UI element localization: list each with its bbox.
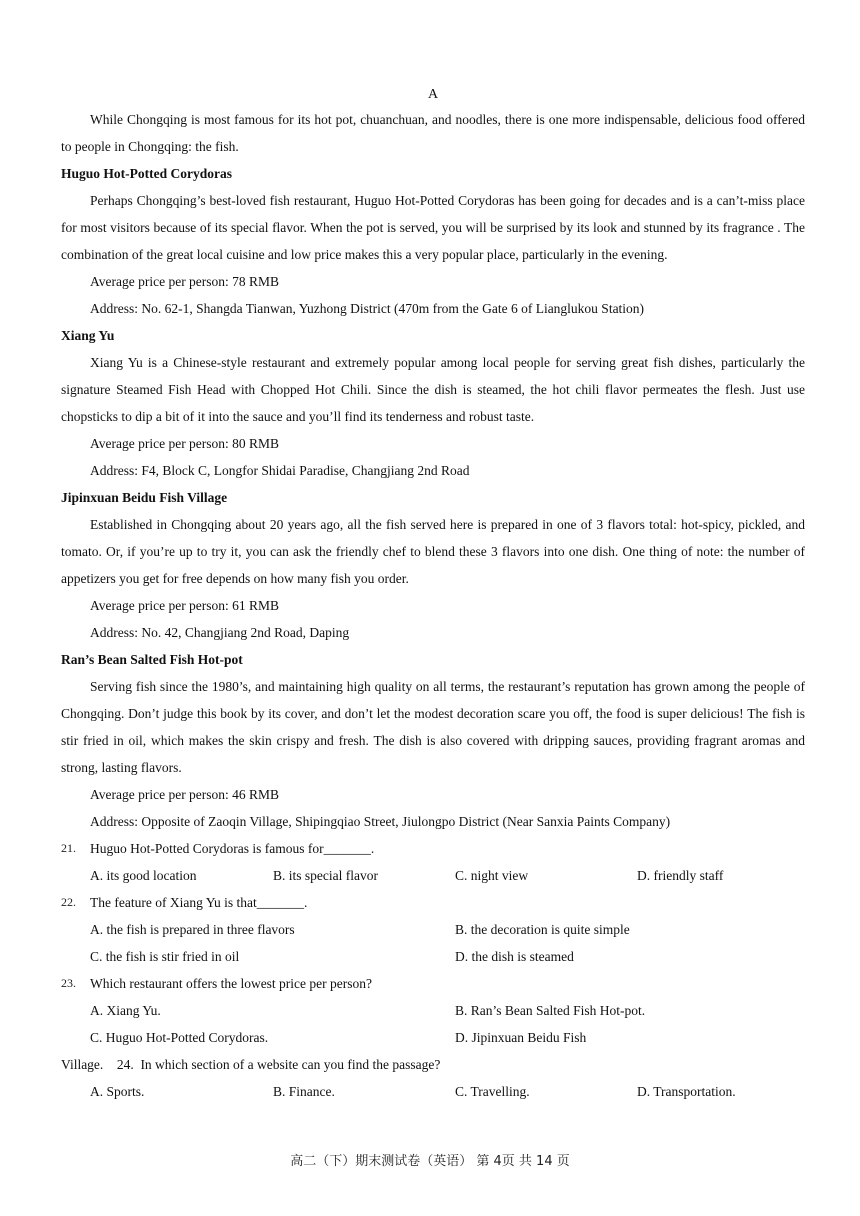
option-d: D. Jipinxuan Beidu Fish	[455, 1030, 587, 1045]
restaurant-description-rans: Serving fish since the 1980’s, and maintaining high quality on all terms, the restaurant’s reputation has grown among the people of Chongqing. Don’t judge this book by its cover, and don’t let the modest decoration scare you off, the food is super delicious! The fish is stir fried in oil, which makes the skin crispy and fresh. The dish is also covered with dripping sauces, providing fragrant aromas and strong, lasting flavors.	[61, 679, 805, 775]
option-b: B. the decoration is quite simple	[455, 922, 630, 937]
restaurant-address-xiangyu: Address: F4, Block C, Longfor Shidai Paradise, Changjiang 2nd Road	[90, 463, 470, 478]
option-a: A. Xiang Yu.	[90, 1003, 161, 1018]
option-b: B. Ran’s Bean Salted Fish Hot-pot.	[455, 1003, 646, 1018]
option-c: C. the fish is stir fried in oil	[90, 949, 240, 964]
option-a: A. its good location	[90, 868, 197, 883]
question-stem: In which section of a website can you find the passage?	[140, 1057, 441, 1072]
restaurant-heading-jipinxuan: Jipinxuan Beidu Fish Village	[61, 490, 228, 505]
option-d: D. the dish is steamed	[455, 949, 574, 964]
question-22	[61, 889, 805, 916]
restaurant-heading-huguo: Huguo Hot-Potted Corydoras	[61, 166, 232, 181]
question-21-options	[61, 862, 805, 889]
question-23-options-row-1	[61, 997, 805, 1024]
restaurant-address-jipinxuan: Address: No. 42, Changjiang 2nd Road, Daping	[90, 625, 350, 640]
option-c: C. Huguo Hot-Potted Corydoras.	[90, 1030, 269, 1045]
question-24	[61, 1051, 805, 1078]
restaurant-description-huguo: Perhaps Chongqing’s best-loved fish restaurant, Huguo Hot-Potted Corydoras has been going for decades and is a can’t-miss place for most visitors because of its special flavor. When the pot is served, you will be surprised by its look and stunned by its fragrance . The combination of the great local cuisine and low price makes this a very popular place, particularly in the evening.	[61, 193, 805, 262]
option-b: B. its special flavor	[273, 868, 378, 883]
restaurant-price-rans: Average price per person: 46 RMB	[90, 787, 280, 802]
page-footer: 高二（下）期末测试卷（英语） 第 4页 共 14 页	[290, 1154, 570, 1169]
option-a: A. the fish is prepared in three flavors	[90, 922, 295, 937]
question-stem: The feature of Xiang Yu is that_______.	[90, 895, 308, 910]
question-number: 24.	[116, 1057, 134, 1072]
question-22-options-row-2	[61, 943, 805, 970]
question-21	[61, 835, 805, 862]
option-d: D. Transportation.	[637, 1084, 736, 1099]
restaurant-price-jipinxuan: Average price per person: 61 RMB	[90, 598, 280, 613]
restaurant-description-jipinxuan: Established in Chongqing about 20 years ago, all the fish served here is prepared in one of 3 flavors total: hot-spicy, pickled, and tomato. Or, if you’re up to try it, you can ask the friendly chef to blend these 3 flavors into one dish. One thing of note: the number of appetizers you get for free depends on how many fish you order.	[61, 517, 805, 586]
option-d: D. friendly staff	[637, 868, 724, 883]
section-letter: A	[427, 87, 439, 102]
restaurant-address-rans: Address: Opposite of Zaoqin Village, Shipingqiao Street, Jiulongpo District (Near Sanxia Paints Company)	[90, 814, 671, 829]
question-24-options	[61, 1078, 805, 1105]
restaurant-heading-rans: Ran’s Bean Salted Fish Hot-pot	[61, 652, 243, 667]
restaurant-description-xiangyu: Xiang Yu is a Chinese-style restaurant and extremely popular among local people for serving great fish dishes, particularly the signature Steamed Fish Head with Chopped Hot Chili. Since the dish is steamed, the hot chili flavor permeates the flesh. Just use chopsticks to dip a bit of it into the sauce and you’ll find its tenderness and robust taste.	[61, 355, 805, 424]
restaurant-heading-xiangyu: Xiang Yu	[61, 328, 115, 343]
restaurant-price-xiangyu: Average price per person: 80 RMB	[90, 436, 280, 451]
question-number: 22.	[61, 895, 76, 909]
option-a: A. Sports.	[90, 1084, 145, 1099]
intro-paragraph: While Chongqing is most famous for its hot pot, chuanchuan, and noodles, there is one more indispensable, delicious food offered to people in Chongqing: the fish.	[61, 112, 805, 154]
question-stem: Huguo Hot-Potted Corydoras is famous for_______.	[90, 841, 375, 856]
option-c: C. night view	[455, 868, 529, 883]
question-23	[61, 970, 805, 997]
question-number: 23.	[61, 976, 76, 990]
option-d-wrap-text: Village.	[61, 1057, 104, 1072]
option-b: B. Finance.	[273, 1084, 335, 1099]
restaurant-price-huguo: Average price per person: 78 RMB	[90, 274, 280, 289]
document-page	[61, 84, 805, 1105]
option-c: C. Travelling.	[455, 1084, 530, 1099]
question-23-options-row-2	[61, 1024, 805, 1051]
restaurant-address-huguo: Address: No. 62-1, Shangda Tianwan, Yuzhong District (470m from the Gate 6 of Lianglukou Station)	[90, 301, 645, 316]
question-stem: Which restaurant offers the lowest price per person?	[90, 976, 373, 991]
question-number: 21.	[61, 841, 76, 855]
question-22-options-row-1	[61, 916, 805, 943]
